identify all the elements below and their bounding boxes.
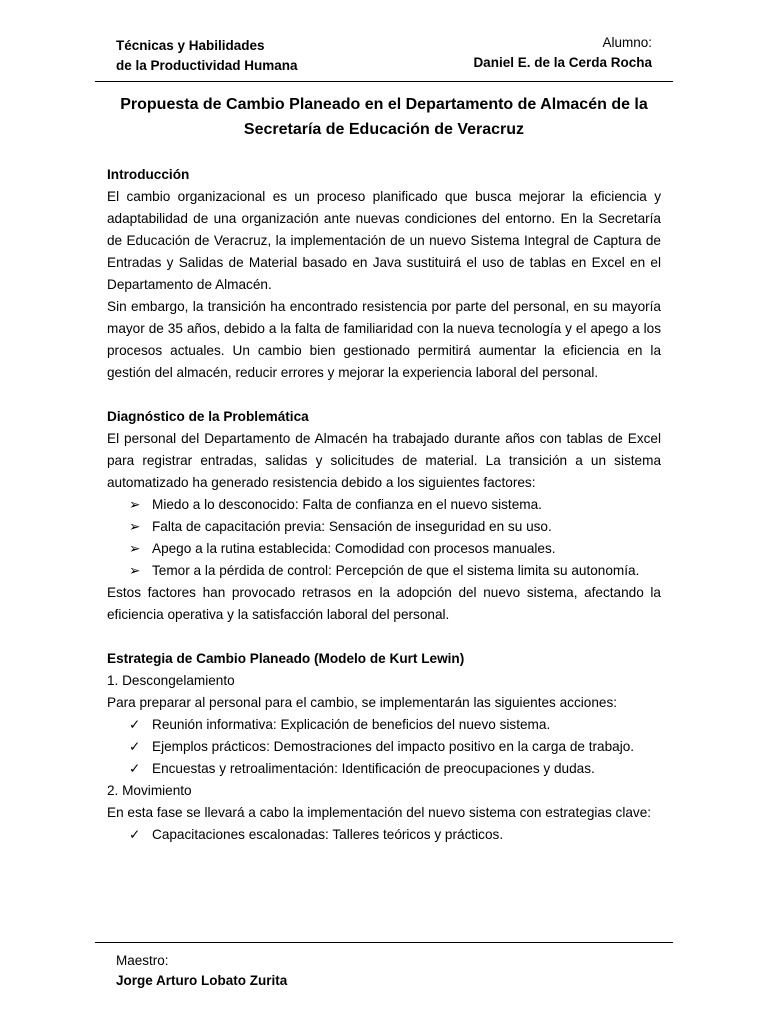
footer-divider <box>95 942 673 943</box>
factors-list <box>107 494 661 582</box>
header-divider <box>95 81 673 82</box>
list-item <box>107 824 661 846</box>
step-2-intro: En esta fase se llevará a cabo la implementación del nuevo sistema con estrategias clave: <box>107 805 652 820</box>
diagnosis-paragraph-2: Estos factores han provocado retrasos en la adopción del nuevo sistema, afectando la eficiencia operativa y la satisfacción laboral del personal. <box>107 585 661 622</box>
list-item <box>107 516 661 538</box>
list-item <box>107 494 661 516</box>
student-block <box>473 33 652 73</box>
action-text: Capacitaciones escalonadas: Talleres teóricos y prácticos. <box>152 827 504 842</box>
step-1-actions-list <box>107 714 661 780</box>
student-name: Daniel E. de la Cerda Rocha <box>473 55 652 70</box>
list-item <box>107 538 661 560</box>
step-2-actions-list <box>107 824 661 846</box>
document-body <box>107 164 661 846</box>
list-item <box>107 736 661 758</box>
intro-heading: Introducción <box>107 167 190 182</box>
student-label: Alumno: <box>602 35 652 50</box>
action-text: Encuestas y retroalimentación: Identificación de preocupaciones y dudas. <box>152 761 595 776</box>
action-text: Ejemplos prácticos: Demostraciones del impacto positivo en la carga de trabajo. <box>152 739 635 754</box>
title-line-1: Propuesta de Cambio Planeado en el Departamento de Almacén de la <box>120 96 648 113</box>
arrow-bullet-icon: ➢ <box>129 519 141 534</box>
step-1-title: 1. Descongelamiento <box>107 673 235 688</box>
title-line-2: Secretaría de Educación de Veracruz <box>243 121 525 138</box>
check-bullet-icon: ✓ <box>129 739 141 754</box>
factor-text: Falta de capacitación previa: Sensación de inseguridad en su uso. <box>152 519 552 534</box>
course-name <box>116 36 298 76</box>
intro-paragraph-2: Sin embargo, la transición ha encontrado resistencia por parte del personal, en su mayoría mayor de 35 años, debido a la falta de familiaridad con la nueva tecnología y el apego a los procesos actuales. Un cambio bien gestionado permitirá aumentar la eficiencia en la gestión del almacén, reducir errores y mejorar la experiencia laboral del personal. <box>107 299 661 380</box>
teacher-name: Jorge Arturo Lobato Zurita <box>116 973 288 988</box>
diagnosis-heading: Diagnóstico de la Problemática <box>107 409 309 424</box>
factor-text: Miedo a lo desconocido: Falta de confianza en el nuevo sistema. <box>152 497 542 512</box>
course-line-1: Técnicas y Habilidades <box>116 38 265 53</box>
document-title <box>100 92 668 142</box>
intro-paragraph-1: El cambio organizacional es un proceso planificado que busca mejorar la eficiencia y adaptabilidad de una organización ante nuevas condiciones del entorno. En la Secretaría de Educación de Veracruz, la implementación de un nuevo Sistema Integral de Captura de Entradas y Salidas de Material basado en Java sustituirá el uso de tablas en Excel en el Departamento de Almacén. <box>107 189 661 292</box>
factor-text: Apego a la rutina establecida: Comodidad con procesos manuales. <box>152 541 556 556</box>
strategy-heading: Estrategia de Cambio Planeado (Modelo de Kurt Lewin) <box>107 651 465 666</box>
step-2-title: 2. Movimiento <box>107 783 192 798</box>
check-bullet-icon: ✓ <box>129 827 141 842</box>
diagnosis-paragraph-1: El personal del Departamento de Almacén ha trabajado durante años con tablas de Excel para registrar entradas, salidas y solicitudes de material. La transición a un sistema automatizado ha generado resistencia debido a los siguientes factores: <box>107 431 661 490</box>
teacher-block <box>116 951 287 991</box>
check-bullet-icon: ✓ <box>129 717 141 732</box>
list-item <box>107 560 661 582</box>
action-text: Reunión informativa: Explicación de beneficios del nuevo sistema. <box>152 717 551 732</box>
teacher-label: Maestro: <box>116 953 169 968</box>
course-line-2: de la Productividad Humana <box>116 58 298 73</box>
factor-text: Temor a la pérdida de control: Percepción de que el sistema limita su autonomía. <box>152 563 640 578</box>
arrow-bullet-icon: ➢ <box>129 497 141 512</box>
arrow-bullet-icon: ➢ <box>129 563 141 578</box>
list-item <box>107 714 661 736</box>
list-item <box>107 758 661 780</box>
arrow-bullet-icon: ➢ <box>129 541 141 556</box>
step-1-intro: Para preparar al personal para el cambio, se implementarán las siguientes acciones: <box>107 695 618 710</box>
check-bullet-icon: ✓ <box>129 761 141 776</box>
